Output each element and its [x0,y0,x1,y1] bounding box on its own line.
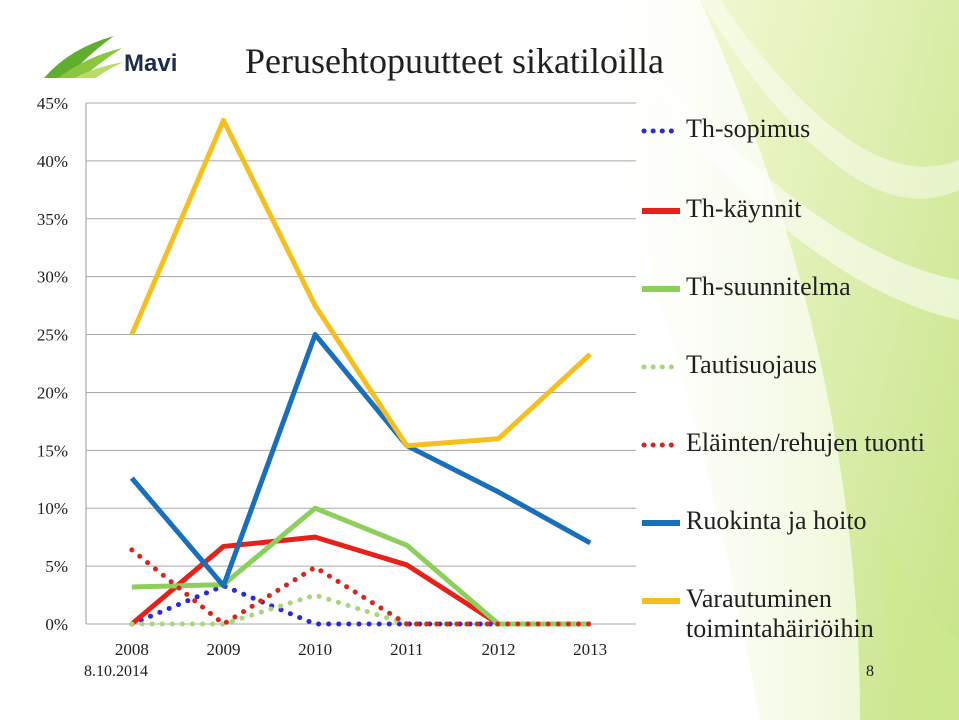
x-tick-label: 2013 [573,640,608,659]
legend-swatch-tautisuojaus [640,362,680,372]
legend-swatch-elainten-rehujen-tuonti [640,440,680,450]
y-tick-label: 25% [36,325,68,345]
y-tick-label: 20% [36,383,68,403]
y-tick-label: 10% [36,499,68,519]
series-line-3 [132,595,590,624]
footer-date: 8.10.2014 [84,663,148,680]
series-line-0 [132,586,590,624]
y-tick-label: 0% [45,615,68,634]
legend-label: Th-käynnit [686,194,802,223]
y-tick-label: 15% [36,441,68,461]
legend-label: Th-suunnitelma [686,272,851,301]
x-tick-label: 2008 [114,640,149,659]
y-tick-label: 35% [36,209,68,229]
legend-swatch-varautuminen [640,596,680,606]
x-tick-label: 2009 [206,640,241,659]
x-axis [115,640,607,659]
x-tick-label: 2012 [481,640,516,659]
plot-area [132,120,590,624]
logo-text: Mavi [124,50,178,77]
y-tick-label: 5% [45,557,68,577]
series-line-1 [132,537,590,624]
y-tick-label: 30% [36,267,68,287]
y-tick-label: 45% [36,94,68,113]
series-line-6 [132,120,590,445]
y-axis [37,94,86,634]
page-number: 8 [866,663,874,680]
x-tick-label: 2010 [298,640,333,659]
legend-label: Tautisuojaus [686,350,818,379]
grid-lines [86,103,636,624]
page-title: Perusehtopuutteet sikatiloilla [245,41,664,81]
legend-swatch-th-sopimus [640,126,680,136]
x-tick-label: 2011 [390,640,424,659]
legend-swatch-ruokinta-ja-hoito [640,518,680,528]
legend-swatch-th-kaynnit [640,206,680,216]
legend-swatch-th-suunnitelma [640,284,680,294]
legend-label: Eläinten/rehujen tuonti [686,428,925,457]
y-tick-label: 40% [36,151,68,171]
legend-label: Varautuminen toimintahäiriöihin [686,584,874,643]
legend-label: Th-sopimus [686,114,811,143]
legend-label: Ruokinta ja hoito [686,506,867,535]
